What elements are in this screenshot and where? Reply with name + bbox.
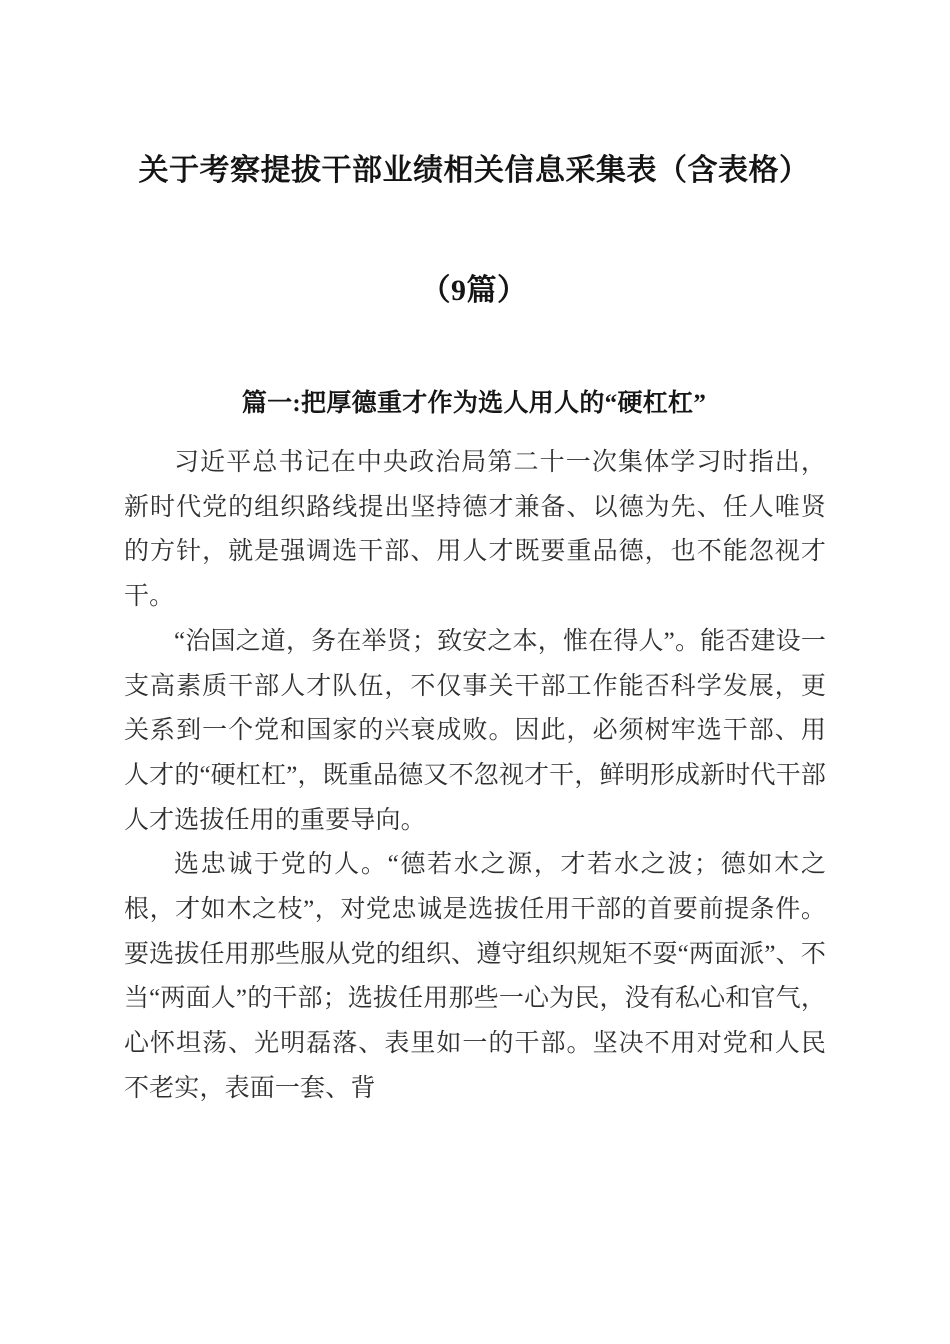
section-heading-pian-yi: 篇一:把厚德重才作为选人用人的“硬杠杠” <box>241 390 707 417</box>
body-paragraph: 习近平总书记在中央政治局第二十一次集体学习时指出，新时代党的组织路线提出坚持德才兼备、以德为先、任人唯贤的方针，就是强调选干部、用人才既要重品德，也不能忽视才干。 <box>124 449 826 611</box>
body-paragraph: 选忠诚于党的人。“德若水之源，才若水之波；德如木之根，才如木之枝”，对党忠诚是选拔任用干部的首要前提条件。要选拔任用那些服从党的组织、遵守组织规矩不耍“两面派”、不当“两面人”的干部；选拔任用那些一心为民，没有私心和官气，心怀坦荡、光明磊落、表里如一的干部。坚决不用对党和人民不老实，表面一套、背 <box>124 851 826 1102</box>
page-title: 关于考察提拔干部业绩相关信息采集表（含表格） <box>138 154 810 187</box>
document-subtitle: （9篇） <box>420 274 528 307</box>
body-paragraph: “治国之道，务在举贤；致安之本，惟在得人”。能否建设一支高素质干部人才队伍，不仅事关干部工作能否科学发展，更关系到一个党和国家的兴衰成败。因此，必须树牢选干部、用人才的“硬杠杠”，既重品德又不忽视才干，鲜明形成新时代干部人才选拔任用的重要导向。 <box>124 627 826 834</box>
body-text-block <box>124 441 826 1112</box>
